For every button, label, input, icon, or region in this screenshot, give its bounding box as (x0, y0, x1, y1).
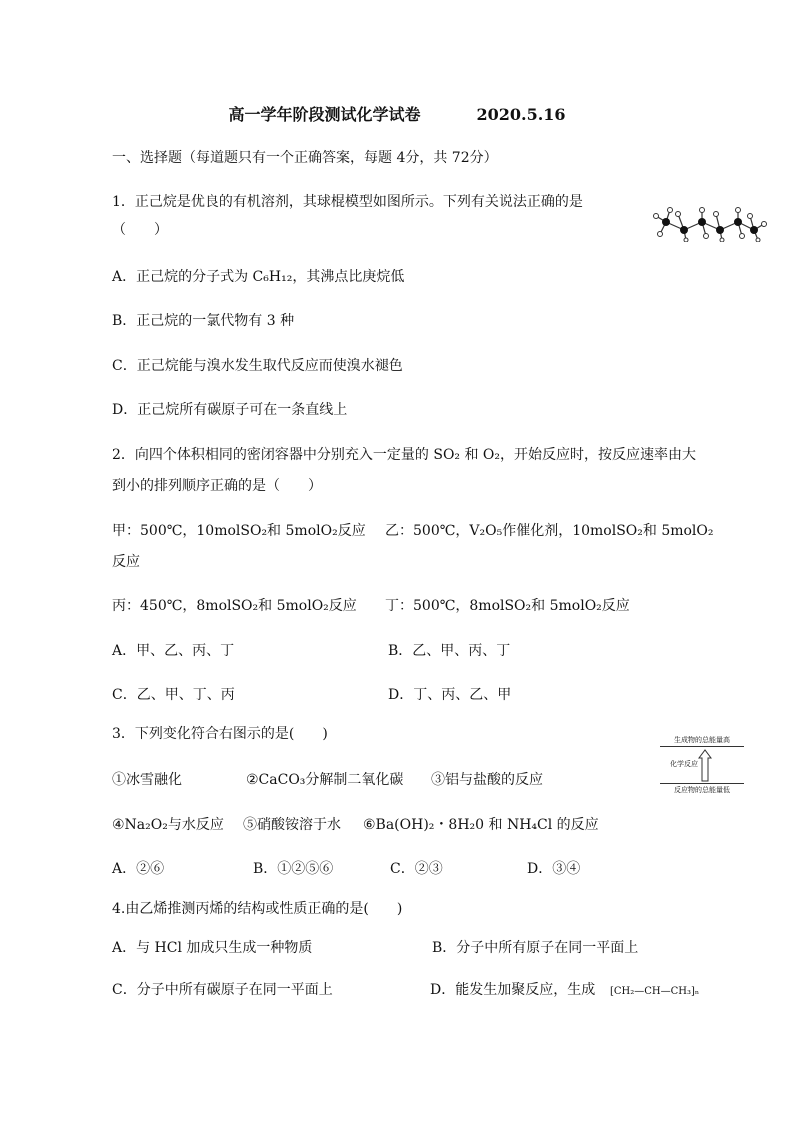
hexane-ball-stick-model (650, 206, 770, 242)
q3-stem: 3．下列变化符合右图示的是( ) (112, 726, 328, 742)
q4-option-d: D．能发生加聚反应，生成 (430, 982, 596, 998)
q3-item-5: ⑤硝酸铵溶于水 (243, 817, 341, 833)
q2-option-c: C．乙、甲、丁、丙 (112, 687, 235, 703)
q1-option-c: C．正己烷能与溴水发生取代反应而使溴水褪色 (112, 358, 403, 374)
energy-diagram-top-label: 生成物的总能量高 (674, 736, 730, 744)
q3-option-a: A．②⑥ (112, 861, 165, 877)
q2-option-d: D．丁、丙、乙、甲 (388, 687, 512, 703)
q4-option-b: B．分子中所有原子在同一平面上 (432, 940, 639, 956)
q3-item-3: ③铝与盐酸的反应 (431, 772, 543, 788)
q3-item-1: ①冰雪融化 (112, 772, 182, 788)
q1-option-d: D．正己烷所有碳原子可在一条直线上 (112, 402, 348, 418)
exam-date: 2020.5.16 (476, 105, 566, 124)
q3-item-6: ⑥Ba(OH)₂・8H₂0 和 NH₄Cl 的反应 (363, 817, 599, 833)
page-title (0, 102, 794, 125)
q2-condition-yi: 乙：500℃，V₂O₅作催化剂，10molSO₂和 5molO₂ (385, 523, 714, 539)
energy-level-high (660, 746, 744, 747)
q2-condition-bing: 丙：450℃，8molSO₂和 5molO₂反应 (112, 598, 357, 614)
q4-option-c: C．分子中所有碳原子在同一平面上 (112, 982, 333, 998)
q2-option-b: B．乙、甲、丙、丁 (388, 643, 511, 659)
q4-option-a: A．与 HCl 加成只生成一种物质 (112, 940, 313, 956)
energy-diagram-middle-label: 化学反应 (670, 760, 698, 768)
exam-title: 高一学年阶段测试化学试卷 (228, 105, 421, 124)
q1-option-b: B．正己烷的一氯代物有 3 种 (112, 313, 295, 329)
up-arrow-icon (698, 748, 712, 782)
q1-stem: 1．正己烷是优良的有机溶剂，其球棍模型如图所示。下列有关说法正确的是 (112, 194, 583, 210)
energy-diagram-bottom-label: 反应物的总能量低 (674, 786, 730, 794)
q2-condition-jia: 甲：500℃，10molSO₂和 5molO₂反应 (112, 523, 366, 539)
q1-option-a: A．正己烷的分子式为 C₆H₁₂，其沸点比庚烷低 (112, 269, 405, 285)
q2-option-a: A．甲、乙、丙、丁 (112, 643, 235, 659)
q2-stem-line1: 2．向四个体积相同的密闭容器中分别充入一定量的 SO₂ 和 O₂，开始反应时，按反应速率由大 (112, 447, 697, 463)
section-heading: 一、选择题（每道题只有一个正确答案，每题 4分，共 72分） (112, 150, 498, 166)
q3-item-4: ④Na₂O₂与水反应 (112, 817, 224, 833)
q3-item-2: ②CaCO₃分解制二氧化碳 (246, 772, 404, 788)
energy-level-low (660, 783, 744, 784)
energy-diagram (660, 736, 744, 796)
q3-option-c: C．②③ (390, 861, 443, 877)
q3-option-b: B．①②⑤⑥ (253, 861, 334, 877)
q4-polymer-formula: [CH₂—CH—CH₃]ₙ (610, 986, 700, 997)
q4-stem: 4.由乙烯推测丙烯的结构或性质正确的是( ) (112, 901, 403, 917)
q2-stem-line2: 到小的排列顺序正确的是（ ） (112, 478, 322, 494)
q1-paren: （ ） (112, 222, 168, 238)
q2-condition-ding: 丁：500℃，8molSO₂和 5molO₂反应 (385, 598, 630, 614)
q3-option-d: D．③④ (527, 861, 581, 877)
q2-condition-yi-cont: 反应 (112, 554, 140, 570)
